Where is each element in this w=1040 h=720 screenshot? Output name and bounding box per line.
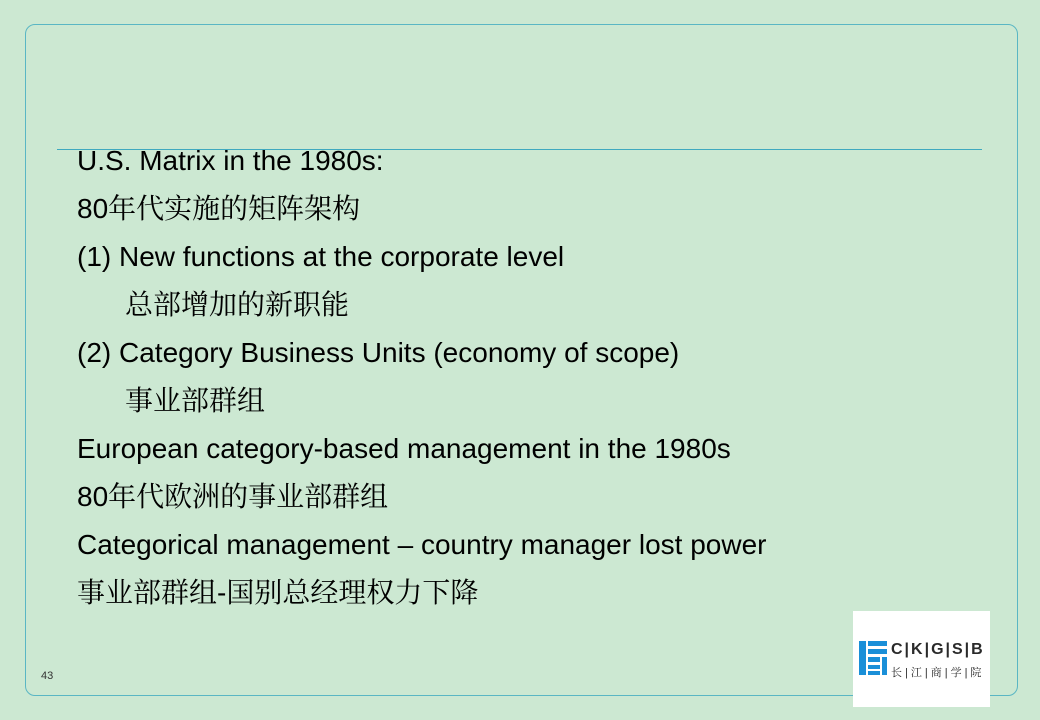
body-line: 事业部群组-国别总经理权力下降 bbox=[77, 577, 479, 608]
slide-body bbox=[77, 137, 977, 617]
ckgsb-emblem-icon bbox=[859, 641, 887, 675]
body-line: Categorical management – country manager lost power bbox=[77, 529, 767, 560]
logo-chinese-text: 长|江|商|学|院 bbox=[891, 667, 985, 679]
body-line: (1) New functions at the corporate level bbox=[77, 241, 565, 272]
body-line: 80年代实施的矩阵架构 bbox=[77, 193, 361, 224]
logo-english-text: C|K|G|S|B bbox=[891, 641, 985, 658]
body-line-indented: 总部增加的新职能 bbox=[125, 289, 350, 320]
body-line: U.S. Matrix in the 1980s: bbox=[77, 145, 384, 176]
body-line: 80年代欧洲的事业部群组 bbox=[77, 481, 389, 512]
body-line: European category-based management in the 1980s bbox=[77, 433, 731, 464]
page-number: 43 bbox=[41, 670, 54, 682]
body-line-indented: 事业部群组 bbox=[125, 385, 266, 416]
body-line: (2) Category Business Units (economy of scope) bbox=[77, 337, 680, 368]
ckgsb-logo bbox=[853, 611, 990, 707]
